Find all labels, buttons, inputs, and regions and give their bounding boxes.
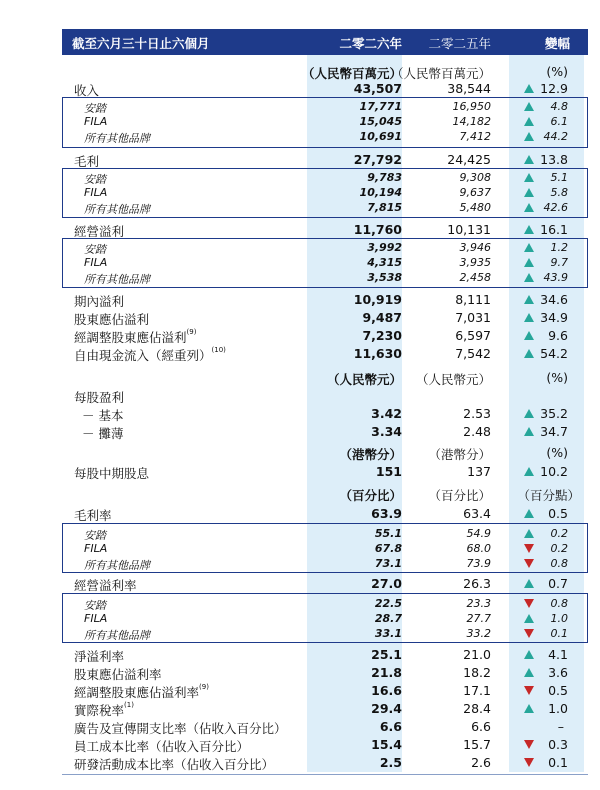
value-2026: 15,045 — [359, 115, 402, 128]
change-value: 12.9 — [540, 81, 568, 96]
change-header: 變幅 — [544, 36, 570, 51]
row-label: 安踏 — [84, 102, 106, 115]
value-2026: 21.8 — [371, 665, 402, 680]
value-2026: 16.6 — [371, 683, 402, 698]
row-label — [74, 701, 134, 719]
row-label: 每股盈利 — [74, 390, 125, 405]
change-value: 0.3 — [548, 737, 568, 752]
up-triangle-icon — [524, 529, 534, 538]
change-value: 9.7 — [550, 256, 568, 269]
value-2025: 17.1 — [463, 683, 491, 698]
change-value: 1.0 — [548, 701, 568, 716]
down-triangle-icon — [524, 686, 534, 695]
value-2025: 9,637 — [459, 186, 491, 199]
change-value: 44.2 — [543, 130, 568, 143]
up-triangle-icon — [524, 427, 534, 436]
value-2026: 27,792 — [353, 152, 402, 167]
change-value: 5.8 — [550, 186, 568, 199]
change-value: 13.8 — [540, 152, 568, 167]
value-2026: 151 — [375, 464, 402, 479]
down-triangle-icon — [524, 629, 534, 638]
change-value: 0.1 — [550, 627, 568, 640]
value-2025: 8,111 — [455, 292, 491, 307]
change-value: 0.5 — [548, 506, 568, 521]
value-2025: 18.2 — [463, 665, 491, 680]
change-value: 34.9 — [540, 310, 568, 325]
change-value: 0.2 — [550, 542, 568, 555]
down-triangle-icon — [524, 544, 534, 553]
label-text: 經調整股東應佔溢利 — [74, 330, 187, 345]
value-2026: 2.5 — [379, 755, 402, 770]
value-2026: 3,538 — [367, 271, 402, 284]
value-2025: 63.4 — [463, 506, 491, 521]
value-2026: 33.1 — [374, 627, 402, 640]
value-2026: 7,230 — [362, 328, 402, 343]
value-2026: 9,783 — [367, 171, 402, 184]
row-label: 所有其他品牌 — [84, 559, 150, 572]
up-triangle-icon — [524, 349, 534, 358]
row-label: － 基本 — [82, 408, 124, 423]
value-2025: 2.53 — [463, 406, 491, 421]
up-triangle-icon — [524, 579, 534, 588]
up-triangle-icon — [524, 203, 534, 212]
change-value: 34.6 — [540, 292, 568, 307]
unit-2025: （港幣分） — [428, 447, 491, 462]
value-2025: 7,031 — [455, 310, 491, 325]
unit-2026: （人民幣百萬元） — [301, 66, 402, 81]
unit-2025: （人民幣元） — [415, 372, 491, 387]
row-label: 所有其他品牌 — [84, 132, 150, 145]
row-label: FILA — [84, 115, 108, 128]
value-2026: 27.0 — [371, 576, 402, 591]
value-2026: 67.8 — [374, 542, 402, 555]
row-label: 員工成本比率（佔收入百分比） — [74, 739, 250, 754]
row-label: FILA — [84, 186, 108, 199]
down-triangle-icon — [524, 559, 534, 568]
up-triangle-icon — [524, 173, 534, 182]
value-2026: 29.4 — [371, 701, 402, 716]
row-label: 所有其他品牌 — [84, 273, 150, 286]
value-2025: 23.3 — [466, 597, 491, 610]
up-triangle-icon — [524, 313, 534, 322]
value-2025: 14,182 — [452, 115, 491, 128]
value-2025: 2,458 — [459, 271, 491, 284]
up-triangle-icon — [524, 225, 534, 234]
value-2025: 28.4 — [463, 701, 491, 716]
up-triangle-icon — [524, 132, 534, 141]
footnote-ref: (9) — [186, 328, 197, 336]
down-triangle-icon — [524, 740, 534, 749]
row-label — [74, 683, 209, 701]
row-label: 毛利率 — [74, 508, 112, 523]
table-header — [62, 29, 588, 55]
change-value: 10.2 — [540, 464, 568, 479]
unit-change: （百分點） — [517, 488, 580, 503]
value-2026: 63.9 — [371, 506, 402, 521]
label-text: 實際稅率 — [74, 703, 125, 718]
value-2026: 10,691 — [359, 130, 402, 143]
change-value: 0.8 — [550, 597, 568, 610]
value-2025: 5,480 — [459, 201, 491, 214]
unit-2026: （人民幣元） — [326, 372, 402, 387]
row-label — [74, 328, 196, 346]
value-2026: 22.5 — [374, 597, 402, 610]
down-triangle-icon — [524, 599, 534, 608]
up-triangle-icon — [524, 258, 534, 267]
value-2025: 3,935 — [459, 256, 491, 269]
value-2025: 68.0 — [466, 542, 491, 555]
up-triangle-icon — [524, 614, 534, 623]
value-2025: 137 — [467, 464, 491, 479]
value-2026: 73.1 — [374, 557, 402, 570]
value-2025: 6.6 — [471, 719, 491, 734]
row-label: 安踏 — [84, 173, 106, 186]
row-label: 安踏 — [84, 599, 106, 612]
unit-2026: （港幣分） — [339, 447, 402, 462]
change-value: 0.2 — [550, 527, 568, 540]
up-triangle-icon — [524, 704, 534, 713]
footnote-ref: (1) — [124, 701, 134, 709]
value-2025: 9,308 — [459, 171, 491, 184]
row-label: 研發活動成本比率（佔收入百分比） — [74, 757, 275, 772]
change-value: 1.0 — [550, 612, 568, 625]
up-triangle-icon — [524, 467, 534, 476]
value-2025: 21.0 — [463, 647, 491, 662]
up-triangle-icon — [524, 102, 534, 111]
change-value: 5.1 — [550, 171, 568, 184]
change-value: – — [557, 719, 564, 734]
up-triangle-icon — [524, 117, 534, 126]
row-label: FILA — [84, 256, 108, 269]
value-2026: 10,919 — [353, 292, 402, 307]
value-2025: 10,131 — [447, 222, 491, 237]
value-2026: 3.42 — [371, 406, 402, 421]
unit-2025: （百分比） — [428, 488, 491, 503]
value-2025: 38,544 — [447, 81, 491, 96]
row-label: 淨溢利率 — [74, 649, 125, 664]
value-2025: 2.48 — [463, 424, 491, 439]
up-triangle-icon — [524, 509, 534, 518]
row-label: FILA — [84, 542, 108, 555]
row-label: 股東應佔溢利 — [74, 312, 150, 327]
value-2025: 7,542 — [455, 346, 491, 361]
up-triangle-icon — [524, 273, 534, 282]
change-value: 16.1 — [540, 222, 568, 237]
row-label: 毛利 — [74, 154, 100, 169]
value-2025: 6,597 — [455, 328, 491, 343]
value-2026: 4,315 — [367, 256, 402, 269]
y2026-header: 二零二六年 — [339, 36, 402, 51]
value-2026: 28.7 — [374, 612, 402, 625]
up-triangle-icon — [524, 409, 534, 418]
footnote-ref: (10) — [211, 346, 226, 354]
value-2025: 54.9 — [466, 527, 491, 540]
row-label: 廣告及宣傳開支比率（佔收入百分比） — [74, 721, 287, 736]
change-value: 43.9 — [543, 271, 568, 284]
change-value: 54.2 — [540, 346, 568, 361]
row-label: 經營溢利 — [74, 224, 125, 239]
unit-change: (%) — [546, 370, 568, 385]
unit-2026: （百分比） — [339, 488, 402, 503]
up-triangle-icon — [524, 243, 534, 252]
row-label: 收入 — [74, 83, 100, 98]
row-label: 期內溢利 — [74, 294, 125, 309]
value-2026: 25.1 — [371, 647, 402, 662]
label-text: 經調整股東應佔溢利率 — [74, 685, 200, 700]
row-label: FILA — [84, 612, 108, 625]
change-value: 0.7 — [548, 576, 568, 591]
change-value: 42.6 — [543, 201, 568, 214]
value-2026: 15.4 — [371, 737, 402, 752]
value-2025: 73.9 — [466, 557, 491, 570]
value-2025: 24,425 — [447, 152, 491, 167]
value-2025: 7,412 — [459, 130, 491, 143]
value-2026: 7,815 — [367, 201, 402, 214]
value-2026: 17,771 — [359, 100, 402, 113]
change-value: 35.2 — [540, 406, 568, 421]
up-triangle-icon — [524, 331, 534, 340]
change-value: 9.6 — [548, 328, 568, 343]
row-label — [74, 346, 226, 364]
y2025-header: 二零二五年 — [428, 36, 491, 51]
unit-change: (%) — [546, 64, 568, 79]
row-label: 安踏 — [84, 243, 106, 256]
change-value: 3.6 — [548, 665, 568, 680]
value-2026: 10,194 — [359, 186, 402, 199]
value-2026: 3.34 — [371, 424, 402, 439]
row-label: － 攤薄 — [82, 426, 124, 441]
up-triangle-icon — [524, 668, 534, 677]
value-2025: 16,950 — [452, 100, 491, 113]
change-value: 6.1 — [550, 115, 568, 128]
value-2025: 2.6 — [471, 755, 491, 770]
value-2026: 3,992 — [367, 241, 402, 254]
change-value: 0.5 — [548, 683, 568, 698]
up-triangle-icon — [524, 188, 534, 197]
value-2025: 15.7 — [463, 737, 491, 752]
value-2026: 9,487 — [362, 310, 402, 325]
up-triangle-icon — [524, 295, 534, 304]
row-label: 所有其他品牌 — [84, 203, 150, 216]
value-2025: 3,946 — [459, 241, 491, 254]
change-value: 1.2 — [550, 241, 568, 254]
row-label: 股東應佔溢利率 — [74, 667, 162, 682]
change-value: 0.8 — [550, 557, 568, 570]
row-label: 經營溢利率 — [74, 578, 137, 593]
change-value: 0.1 — [548, 755, 568, 770]
period-header: 截至六月三十日止六個月 — [72, 36, 210, 51]
down-triangle-icon — [524, 758, 534, 767]
up-triangle-icon — [524, 84, 534, 93]
bottom-rule — [62, 774, 588, 775]
change-value: 4.8 — [550, 100, 568, 113]
value-2025: 27.7 — [466, 612, 491, 625]
value-2025: 26.3 — [463, 576, 491, 591]
value-2026: 11,630 — [353, 346, 402, 361]
row-label: 所有其他品牌 — [84, 629, 150, 642]
value-2026: 6.6 — [379, 719, 402, 734]
row-label: 安踏 — [84, 529, 106, 542]
row-label: 每股中期股息 — [74, 466, 150, 481]
unit-change: (%) — [546, 445, 568, 460]
change-value: 4.1 — [548, 647, 568, 662]
label-text: 自由現金流入（經重列） — [74, 348, 212, 363]
value-2026: 11,760 — [353, 222, 402, 237]
change-value: 34.7 — [540, 424, 568, 439]
up-triangle-icon — [524, 650, 534, 659]
footnote-ref: (9) — [199, 683, 209, 691]
unit-2025: （人民幣百萬元） — [390, 66, 491, 81]
value-2026: 55.1 — [374, 527, 402, 540]
value-2026: 43,507 — [353, 81, 402, 96]
up-triangle-icon — [524, 155, 534, 164]
value-2025: 33.2 — [466, 627, 491, 640]
